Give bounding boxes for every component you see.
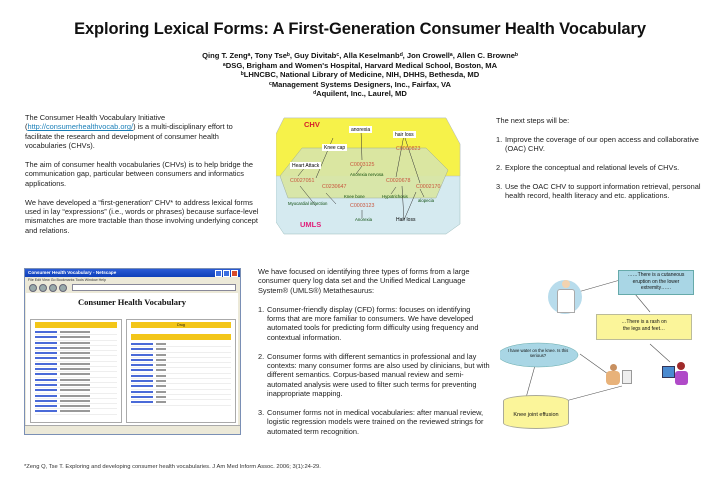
browser-statusbar bbox=[25, 425, 240, 434]
author-list: Qing T. Zengᵃ, Tony Tseᵇ, Guy Divitabᶜ, Alla Keselmanbᵈ, Jon Crowellᵃ, Allen C. Browneᵇ bbox=[202, 51, 518, 60]
next-step-item: 3. Use the OAC CHV to support information retrieval, personal health record, health literacy and etc. applications. bbox=[496, 181, 701, 201]
database-icon: Knee joint effusion bbox=[503, 395, 569, 429]
reload-icon bbox=[49, 284, 57, 292]
umls-alopecia: alopecia bbox=[418, 198, 435, 203]
affiliation-a: ᵃDSG, Brigham and Women's Hospital, Harvard Medical School, Boston, MA bbox=[222, 60, 498, 70]
form-type-item: 1. Consumer-friendly display (CFD) forms: focuses on identifying forms that are more familiar to consumers. We have developed automated tools for predicting form difficulty using frequency and contextual information. bbox=[258, 304, 479, 342]
close-icon bbox=[231, 270, 238, 277]
umls-hypotrichosis: Hypotrichosis bbox=[382, 194, 408, 199]
stop-icon bbox=[59, 284, 67, 292]
term-anorexia: anorexia bbox=[351, 126, 371, 133]
url-bar bbox=[72, 284, 236, 291]
poster-title: Exploring Lexical Forms: A First-Generation Consumer Health Vocabulary bbox=[74, 20, 646, 38]
chv-initiative-link[interactable]: http://consumerhealthvocab.org/ bbox=[27, 122, 134, 132]
cui-c0027051: C0027051 bbox=[290, 178, 315, 184]
next-step-item: 2. Explore the conceptual and relational levels of CHVs. bbox=[496, 163, 680, 172]
cui-c0002170: C0002170 bbox=[416, 184, 441, 190]
next-steps-list bbox=[496, 135, 701, 201]
browser-menubar: File Edit View Go Bookmarks Tools Window Help bbox=[28, 278, 106, 282]
intro-section bbox=[25, 113, 260, 245]
chv-zone-label: CHV bbox=[304, 120, 320, 129]
patient-at-computer-icon bbox=[606, 364, 632, 390]
umls-anorexia-nervosa: Anorexia nervosa bbox=[350, 172, 384, 177]
cui-c0000823: C0000823 bbox=[396, 146, 421, 152]
umls-knee-bone: Knee bone bbox=[344, 194, 365, 199]
affiliation-b: ᵇLHNCBC, National Library of Medicine, NIH, DHHS, Bethesda, MD bbox=[240, 70, 480, 80]
cui-c0020678: C0020678 bbox=[386, 178, 411, 184]
affiliation-d: ᵈAquilent, Inc., Laurel, MD bbox=[313, 89, 407, 99]
browser-page bbox=[26, 293, 238, 425]
chv-umls-diagram bbox=[276, 114, 462, 238]
browser-left-table bbox=[30, 319, 122, 423]
cui-c0003125: C0003125 bbox=[350, 162, 375, 168]
intro-paragraph-1: The Consumer Health Vocabulary Initiative (http://consumerhealthvocab.org/) is a multi-disciplinary effort to facilitate the research and development of consumer health vocabularies (CHVs). bbox=[25, 113, 233, 151]
next-steps-section bbox=[496, 116, 701, 210]
term-hair-loss-umls: Hair loss bbox=[396, 216, 416, 223]
term-knee-cap: Knee cap bbox=[324, 144, 346, 151]
form-type-item: 2. Consumer forms with different semantics in professional and lay contexts: many consumer forms are also used by clinicians, but with different semantics. Corpus-based manual review and semi-automated analysis were used to filter such terms for preventing inappropriate mapping. bbox=[258, 351, 490, 399]
form-type-item: 3. Consumer forms not in medical vocabularies: after manual review, logistic regression models were trained on the reviewed strings for automated term recognition. bbox=[258, 408, 484, 436]
minimize-icon bbox=[215, 270, 222, 277]
browser-titlebar: Consumer Health Vocabulary - Netscape bbox=[25, 269, 240, 277]
browser-right-table bbox=[126, 319, 236, 423]
umls-anorexia: Anorexia bbox=[355, 217, 372, 222]
term-heart-attack: Heart Attack bbox=[292, 162, 320, 169]
next-steps-intro: The next steps will be: bbox=[496, 116, 570, 125]
term-hair-loss: hair loss bbox=[395, 131, 414, 138]
browser-screenshot bbox=[24, 268, 241, 435]
translation-bubble: …There is a rash on the legs and feet… bbox=[596, 314, 692, 340]
umls-myocardial-infarction: Myocardial infarction bbox=[288, 201, 328, 206]
communication-illustration bbox=[500, 262, 720, 452]
intro-paragraph-2: The aim of consumer health vocabularies (CHVs) is to help bridge the communication gap, particular between consumers and informatics applications. bbox=[25, 160, 253, 188]
cui-c0003123: C0003123 bbox=[350, 203, 375, 209]
next-step-item: 1. Improve the coverage of our open access and collaborative (OAC) CHV. bbox=[496, 134, 699, 154]
intro-paragraph-3: We have developed a “first-generation” CHV* to address lexical forms used in lay “expressions” (i.e., words or phrases) because surface-level mismatches are more tractable than those involving underlying concept and relations. bbox=[25, 197, 259, 235]
forms-section bbox=[258, 267, 490, 446]
patient-speech-bubble: I have water on the knee. Is this serious? bbox=[507, 348, 569, 359]
table-header-bar bbox=[131, 334, 231, 340]
table-header-bar bbox=[35, 322, 117, 328]
back-icon bbox=[29, 284, 37, 292]
forms-intro: We have focused on identifying three types of forms from a large consumer query log data set and the Unified Medical Language System® (UMLS®) Metathesaurus: bbox=[258, 267, 470, 295]
clinician-at-computer-icon bbox=[662, 362, 692, 392]
author-block bbox=[0, 51, 720, 99]
doctor-icon bbox=[556, 280, 576, 312]
browser-toolbar bbox=[25, 283, 240, 292]
footnote-citation: *Zeng Q, Tse T. Exploring and developing consumer health vocabularies. J Am Med Inform Assoc. 2006; 3(1):24-29. bbox=[24, 464, 321, 470]
drug-header: Drug bbox=[131, 322, 231, 328]
umls-zone-label: UMLS bbox=[300, 220, 322, 229]
cui-c0230647: C0230647 bbox=[322, 184, 347, 190]
browser-page-heading: Consumer Health Vocabulary bbox=[78, 297, 186, 307]
doctor-speech-bubble: ……There is a cutaneous eruption on the lower extremity…… bbox=[618, 270, 694, 295]
maximize-icon bbox=[223, 270, 230, 277]
affiliation-c: ᶜManagement Systems Designers, Inc., Fairfax, VA bbox=[268, 79, 452, 89]
forward-icon bbox=[39, 284, 47, 292]
window-controls bbox=[215, 270, 238, 277]
